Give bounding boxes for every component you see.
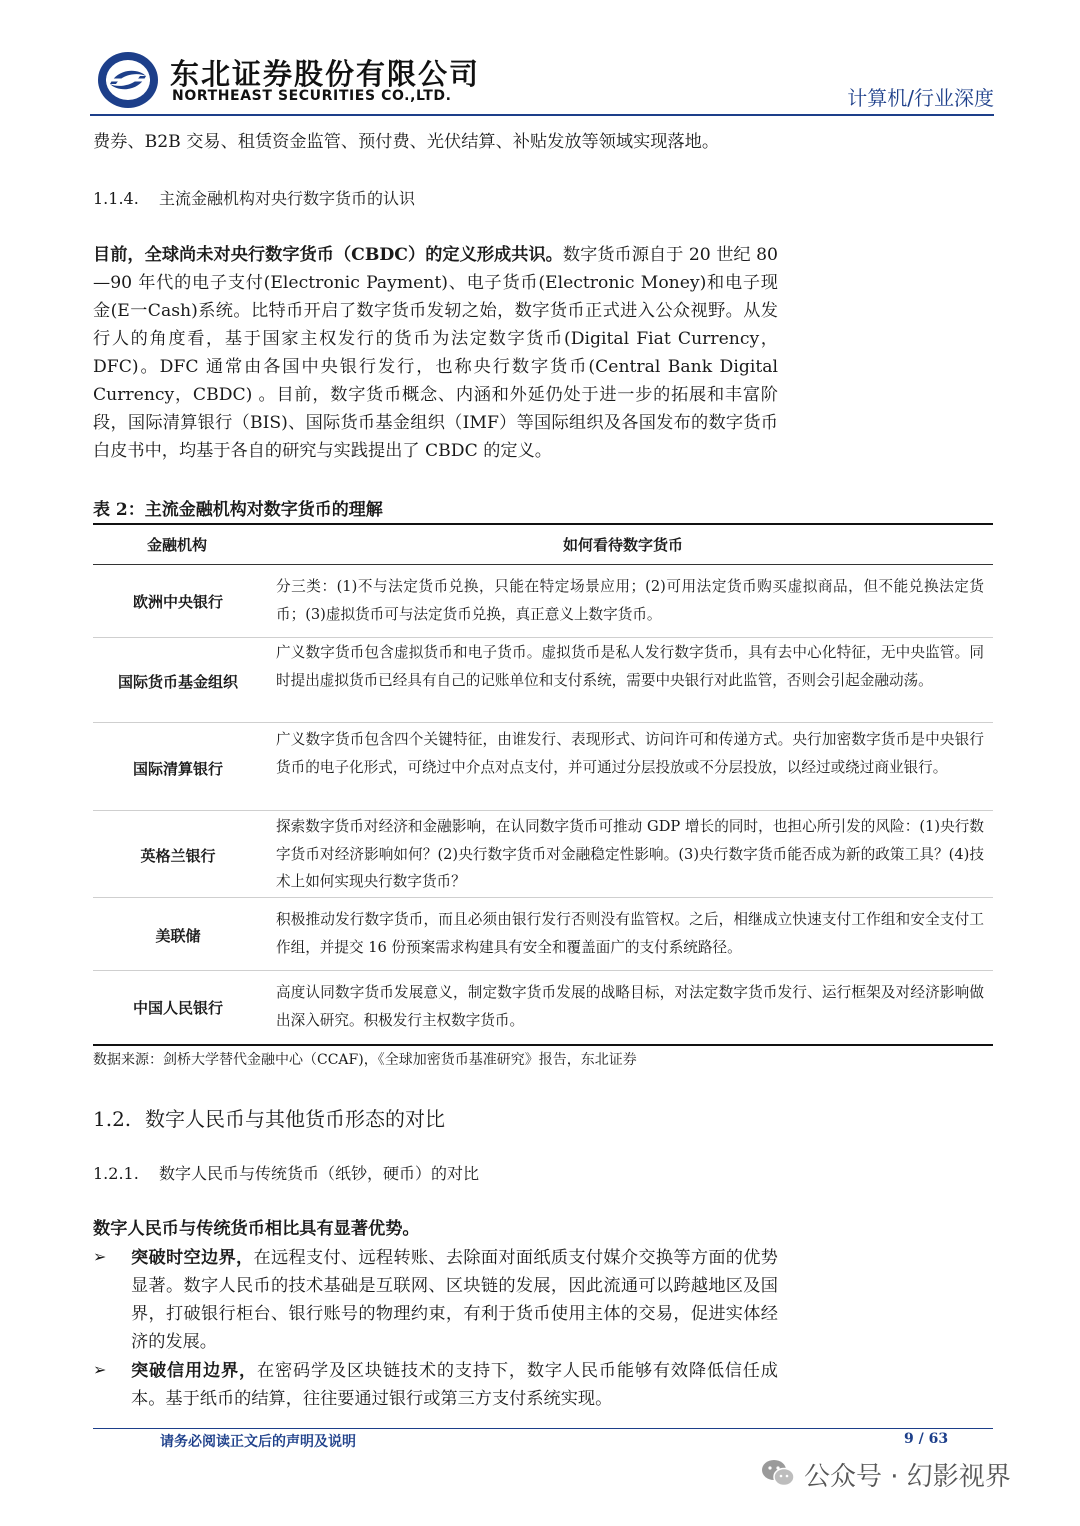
company-name-en: NORTHEAST SECURITIES CO.,LTD. bbox=[172, 88, 452, 104]
report-category: 计算机/行业深度 bbox=[847, 86, 994, 110]
intro-line: 费券、B2B 交易、租赁资金监管、预付费、光伏结算、补贴发放等领域实现落地。 bbox=[93, 132, 720, 152]
bullet-item bbox=[131, 1244, 778, 1356]
table-row-institution: 美联储 bbox=[155, 927, 201, 945]
table-row-institution: 英格兰银行 bbox=[140, 847, 216, 865]
bullet-body: 在密码学及区块链技术的支持下，数字人民币能够有效降低信任成本。基于纸币的结算，往往要通过银行或第三方支付系统实现。 bbox=[131, 1361, 778, 1409]
table-row-institution: 中国人民银行 bbox=[132, 999, 223, 1017]
table-row-divider bbox=[93, 637, 993, 638]
paragraph-cbdc-definition bbox=[93, 241, 778, 465]
table-row-view: 广义数字货币包含虚拟货币和电子货币。虚拟货币是私人发行数字货币，具有去中心化特征，无中央监管。同时提出虚拟货币已经具有自己的记账单位和支付系统，需要中央银行对此监管，否则会引起金融动荡。 bbox=[276, 644, 984, 689]
section-heading-1-2-1 bbox=[93, 1161, 479, 1184]
table-header-rule bbox=[93, 564, 993, 565]
section-number: 1.2.1. bbox=[93, 1164, 139, 1183]
section-number: 1.1.4. bbox=[93, 189, 139, 208]
table-row-institution: 国际清算银行 bbox=[132, 760, 223, 778]
bullet-arrow-icon: ➢ bbox=[93, 1247, 107, 1266]
table-row-view: 高度认同数字货币发展意义，制定数字货币发展的战略目标，对法定数字货币发行、运行框架及对经济影响做出深入研究。积极发行主权数字货币。 bbox=[276, 984, 984, 1029]
bullet-lead: 突破信用边界， bbox=[131, 1361, 257, 1381]
table-title: 表 2：主流金融机构对数字货币的理解 bbox=[93, 500, 383, 520]
table-header-institution: 金融机构 bbox=[147, 536, 208, 554]
table-bottom-rule bbox=[93, 1044, 993, 1046]
table-source: 数据来源：剑桥大学替代金融中心（CCAF)，《全球加密货币基准研究》报告，东北证券 bbox=[93, 1052, 637, 1068]
table-row-view: 广义数字货币包含四个关键特征，由谁发行、表现形式、访问许可和传递方式。央行加密数字货币是中央银行货币的电子化形式，可绕过中介点对点支付，并可通过分层投放或不分层投放，以经过或绕过商业银行。 bbox=[276, 731, 984, 776]
section-heading-1-1-4 bbox=[93, 186, 415, 209]
table-row-divider bbox=[93, 722, 993, 723]
table-top-rule bbox=[93, 523, 993, 525]
paragraph-advantage-lead: 数字人民币与传统货币相比具有显著优势。 bbox=[93, 1219, 420, 1239]
section-number: 1.2. bbox=[93, 1107, 132, 1131]
header-divider bbox=[90, 114, 994, 116]
watermark-text: 公众号 · 幻影视界 bbox=[804, 1462, 1011, 1492]
section-title: 数字人民币与其他货币形态的对比 bbox=[145, 1107, 445, 1131]
section-title: 数字人民币与传统货币（纸钞，硬币）的对比 bbox=[159, 1164, 480, 1183]
footer-divider bbox=[93, 1428, 993, 1429]
table-row-divider bbox=[93, 810, 993, 811]
company-name-cn: 东北证券股份有限公司 bbox=[170, 57, 481, 91]
table-row-view: 分三类：(1)不与法定货币兑换，只能在特定场景应用；(2)可用法定货币购买虚拟商品，但不能兑换法定货币；(3)虚拟货币可与法定货币兑换，真正意义上数字货币。 bbox=[276, 578, 984, 623]
bullet-body: 在远程支付、远程转账、去除面对面纸质支付媒介交换等方面的优势显著。数字人民币的技术基础是互联网、区块链的发展，因此流通可以跨越地区及国界，打破银行柜台、银行账号的物理约束，有利于货币使用主体的交易，促进实体经济的发展。 bbox=[131, 1248, 778, 1352]
bullet-arrow-icon: ➢ bbox=[93, 1360, 107, 1379]
table-row-view: 探索数字货币对经济和金融影响，在认同数字货币可推动 GDP 增长的同时，也担心所引发的风险：(1)央行数字货币对经济影响如何？(2)央行数字货币对金融稳定性影响。(3)央行数字货币能否成为新的政策工具？(4)技术上如何实现央行数字货币？ bbox=[276, 818, 984, 890]
table-row-view: 积极推动发行数字货币，而且必须由银行发行否则没有监管权。之后，相继成立快速支付工作组和安全支付工作组，并提交 16 份预案需求构建具有安全和覆盖面广的支付系统路径。 bbox=[276, 911, 984, 956]
section-heading-1-2 bbox=[93, 1103, 445, 1132]
company-logo-icon bbox=[96, 50, 160, 110]
table-row-divider bbox=[93, 897, 993, 898]
bullet-lead: 突破时空边界， bbox=[131, 1248, 254, 1268]
footer-disclaimer-note: 请务必阅读正文后的声明及说明 bbox=[160, 1434, 356, 1450]
bullet-item bbox=[131, 1357, 778, 1413]
wechat-icon bbox=[760, 1458, 796, 1488]
table-header-view: 如何看待数字货币 bbox=[563, 536, 684, 554]
table-row-institution: 欧洲中央银行 bbox=[132, 593, 223, 611]
page-number: 9 / 63 bbox=[904, 1431, 949, 1447]
table-row-divider bbox=[93, 970, 993, 971]
paragraph-lead: 目前，全球尚未对央行数字货币（CBDC）的定义形成共识。 bbox=[93, 245, 563, 265]
section-title: 主流金融机构对央行数字货币的认识 bbox=[159, 189, 416, 208]
paragraph-body: 数字货币源自于 20 世纪 80—90 年代的电子支付(Electronic Payment)、电子货币(Electronic Money)和电子现金(E一Cash)系统。比特币开启了数字货币发轫之始，数字货币正式进入公众视野。从发行人的角度看，基于国家主权发行的货币为法定数字货币(Digital Fiat Currency，DFC)。DFC 通常由各国中央银行发行，也称央行数字货币(Central Bank Digital Currency，CBDC) 。目前，数字货币概念、内涵和外延仍处于进一步的拓展和丰富阶段，国际清算银行（BIS)、国际货币基金组织（IMF）等国际组织及各国发布的数字货币白皮书中，均基于各自的研究与实践提出了 CBDC 的定义。 bbox=[93, 245, 778, 461]
table-row-institution: 国际货币基金组织 bbox=[117, 673, 238, 691]
